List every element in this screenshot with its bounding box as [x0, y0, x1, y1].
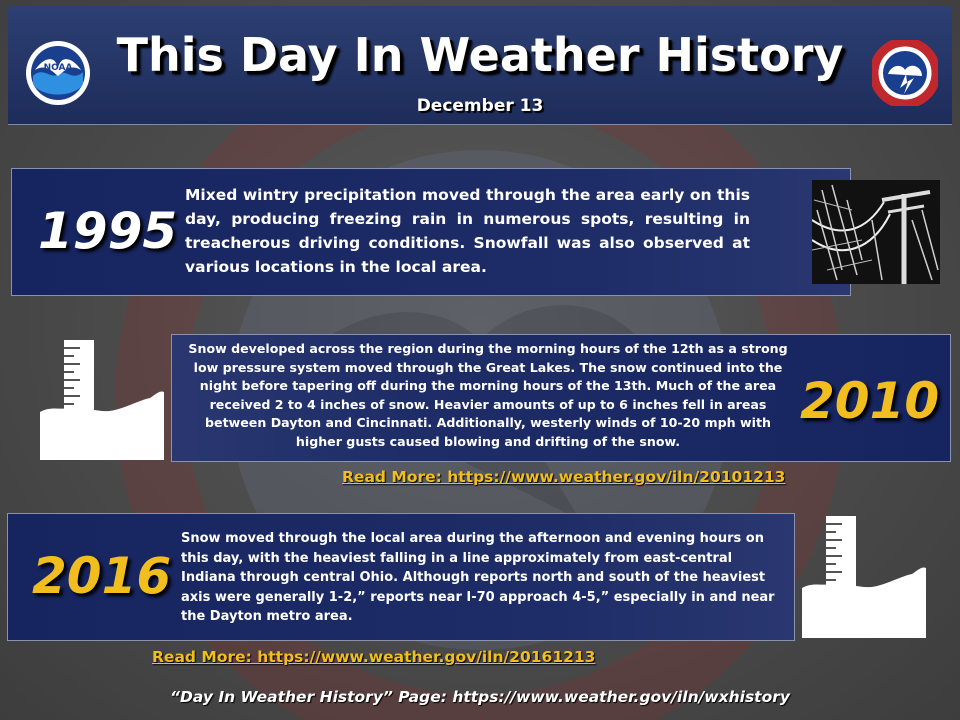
read-more-link-2016[interactable]: Read More: https://www.weather.gov/iln/20161213	[152, 648, 596, 666]
page-title: This Day In Weather History	[116, 28, 844, 82]
event-description: Snow developed across the region during the morning hours of the 12th as a strong low pressure system moved through the Great Lakes. The snow continued into the night before tapering off during the morning hours of the 13th. Much of the area received 2 to 4 inches of snow. Heavier amounts of up to 6 inches fell in areas between Dayton and Cincinnati. Additionally, westerly winds of 10-20 mph with higher gusts caused blowing and drifting of the snow.	[188, 341, 788, 449]
event-year: 2016	[32, 547, 172, 605]
svg-text:NOAA: NOAA	[43, 63, 73, 73]
snow-ruler-icon	[40, 340, 164, 460]
event-description: Snow moved through the local area during the afternoon and evening hours on this day, with the heaviest falling in a line approximately from east-central Indiana through central Ohio. Although reports north and south of the heaviest axis were generally 1-2,” reports near I-70 approach 4-5,” especially in and near the Dayton metro area.	[181, 531, 775, 624]
read-more-link-2010[interactable]: Read More: https://www.weather.gov/iln/20101213	[342, 468, 786, 486]
event-description: Mixed wintry precipitation moved through the area early on this day, producing freezing rain in numerous spots, resulting in treacherous driving conditions. Snowfall was also observed at various locations in the local area.	[185, 186, 750, 276]
event-year: 2010	[800, 372, 940, 430]
snow-ruler-icon	[802, 516, 926, 638]
event-year: 1995	[38, 202, 178, 260]
ice-storm-power-line-icon	[812, 180, 940, 284]
wx-history-footer-link[interactable]: “Day In Weather History” Page: https://www.weather.gov/iln/wxhistory	[170, 688, 790, 706]
page-date: December 13	[416, 96, 544, 116]
